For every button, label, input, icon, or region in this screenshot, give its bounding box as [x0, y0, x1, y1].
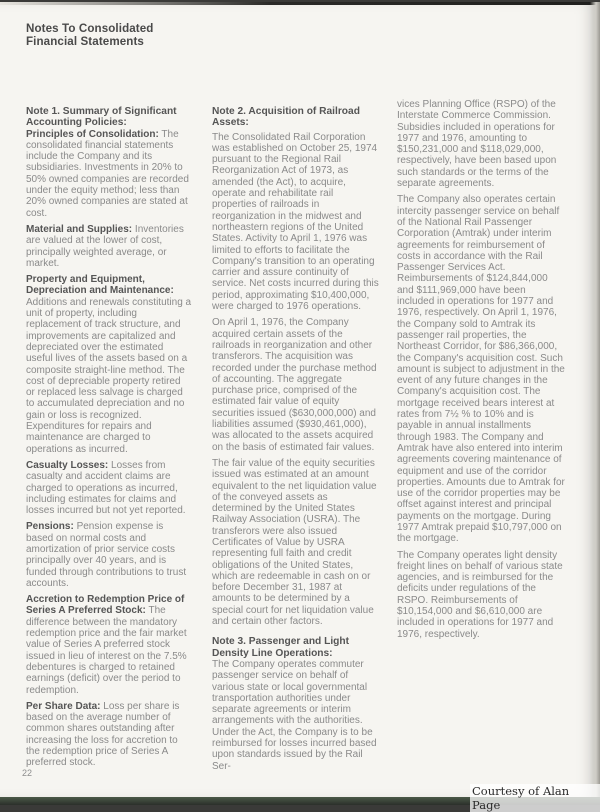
- policy-text: Loss per share is based on the average number of common shares outstanding after increasing the loss for accretion to the redemption price of Series A preferred stock.: [26, 700, 180, 769]
- policy-text: Inventories are valued at the lower of cost, principally weighted average, or market.: [26, 223, 184, 269]
- policy-pensions: [26, 521, 192, 589]
- note-2-paragraph: The fair value of the equity securities issued was estimated at an amount equivalent to the net liquidation value of the conveyed assets as determined by the United States Railway Association (USRA). The transferors were also issued Certificates of Value by USRA representing full faith and credit obligations of the United States, which are redeemable in cash on or before December 31, 1987 at amounts to be determined by a special court for net liquidation value and certain other factors.: [212, 457, 377, 628]
- policy-per-share-data: [26, 701, 192, 769]
- policy-accretion: [26, 594, 192, 696]
- policy-heading: Property and Equipment, Depreciation and Maintenance:: [26, 274, 174, 297]
- policy-text: Losses from casualty and accident claims are charged to operations as incurred, including estimates for claims and losses incurred but not yet reported.: [26, 459, 186, 517]
- note-2-paragraph: On April 1, 1976, the Company acquired certain assets of the railroads in reorganization and other transferors. The acquisition was recorded under the purchase method of accounting. The aggregate purchase price, comprised of the estimated fair value of equity securities issued ($630,000,000) and liabilities assumed ($930,461,000), was allocated to the assets acquired on the basis of estimated fair values.: [212, 317, 377, 453]
- note-1-heading: Note 1. Summary of Significant Accounting Policies:: [26, 106, 177, 129]
- page-title: Notes To Consolidated Financial Statements: [26, 22, 154, 48]
- note-3-continued-paragraph: vices Planning Office (RSPO) of the Interstate Commerce Commission. Subsidies included in operations for 1977 and 1976, amounting to $150,231,000 and $118,029,000, respectively, have been based upon such standards or the terms of the separate agreements.: [397, 99, 557, 190]
- policy-material-supplies: [26, 224, 192, 269]
- policy-text: The consolidated financial statements include the Company and its subsidiaries. Investments in 20% to 50% owned companies are recorded under the equity method; less than 20% owned companies are stated at cost.: [26, 128, 189, 219]
- policy-text: Pension expense is based on normal costs and amortization of prior service costs principally over 40 years, and is funded through contributions to trust accounts.: [26, 521, 187, 589]
- policy-heading: Pensions:: [26, 521, 74, 533]
- note-3-freight-paragraph: The Company operates light density freight lines on behalf of various state agencies, and is reimbursed for the deficits under regulations of the RSPO. Reimbursements of $10,154,000 and $6,610,000 are included in operations for 1977 and 1976, respectively.: [397, 549, 563, 640]
- policy-heading: Principles of Consolidation:: [26, 128, 159, 140]
- policy-property-equipment: [26, 274, 192, 455]
- policy-heading: Material and Supplies:: [26, 223, 133, 235]
- page-number: 22: [22, 768, 33, 778]
- note-3-amtrak-paragraph: The Company also operates certain intercity passenger service on behalf of the National Rail Passenger Corporation (Amtrak) under interim agreements for reimbursement of costs in accordance with the Rail Passenger Services Act. Reimbursements of $124,844,000 and $111,969,000 have been included in operations for 1977 and 1976, respectively. On April 1, 1976, the Company sold to Amtrak its passenger rail properties, the Northeast Corridor, for $86,366,000, the Company's acquisition cost. Such amount is subject to adjustment in the event of any future changes in the Company's acquisition cost. The mortgage received bears interest at rates from 7½ % to 10% and is payable in annual installments through 1983. The Company and Amtrak have also entered into interim agreements covering maintenance of equipment and use of the corridor properties. Amounts due to Amtrak for use of the corridor properties may be offset against interest and principal payments on the mortgage. During 1977 Amtrak prepaid $10,797,000 on the mortgage.: [397, 194, 565, 545]
- page-right-edge: [590, 2, 600, 799]
- policy-text: Additions and renewals constituting a unit of property, including replacement of track structure, and improvements are capitalized and depreciated over the estimated useful lives of the assets based on a composite straight-line method. The cost of depreciable property retired or replaced less salvage is charged to accumulated depreciation and no gain or loss is recognized. Expenditures for repairs and maintenance are charged to operations as incurred.: [26, 296, 192, 455]
- page-top-edge: [0, 2, 600, 5]
- note-2-paragraph: The Consolidated Rail Corporation was established on October 25, 1974 pursuant to the Regional Rail Reorganization Act of 1973, as amended (the Act), to acquire, operate and rehabilitate rail properties of railroads in reorganization in the midwest and northeastern regions of the United States. Activity to April 1, 1976 was limited to efforts to facilitate the Company's transition to an operating carrier and assure continuity of service. Net costs incurred during this period, approximating $10,400,000, were charged to 1976 operations.: [212, 131, 379, 313]
- policy-text: The difference between the mandatory redemption price and the fair market value of Series A preferred stock issued in lieu of interest on the 7.5% debentures is charged to retained earnings (deficit) over the period to redemption.: [26, 605, 187, 696]
- policy-casualty-losses: [26, 460, 192, 516]
- note-3-paragraph: The Company operates commuter passenger service on behalf of various state or local governmental transportation authorities under separate agreements or interim arrangements with the authorities. Under the Act, the Company is to be reimbursed for losses incurred based upon standards issued by the Rail Ser-: [212, 658, 377, 772]
- image-credit: Courtesy of Alan Page: [470, 784, 600, 812]
- policy-heading: Casualty Losses:: [26, 459, 109, 471]
- note-3-heading: Note 3. Passenger and Light Density Line Operations:: [212, 636, 349, 659]
- policy-heading: Accretion to Redemption Price of Series A Preferred Stock:: [26, 594, 185, 617]
- column-2: [212, 106, 380, 777]
- column-1: [26, 106, 192, 774]
- note-2-heading: Note 2. Acquisition of Railroad Assets:: [212, 106, 360, 129]
- policy-consolidation: [26, 129, 192, 219]
- document-page: [0, 2, 600, 799]
- policy-heading: Per Share Data:: [26, 700, 101, 712]
- column-3: [397, 99, 565, 645]
